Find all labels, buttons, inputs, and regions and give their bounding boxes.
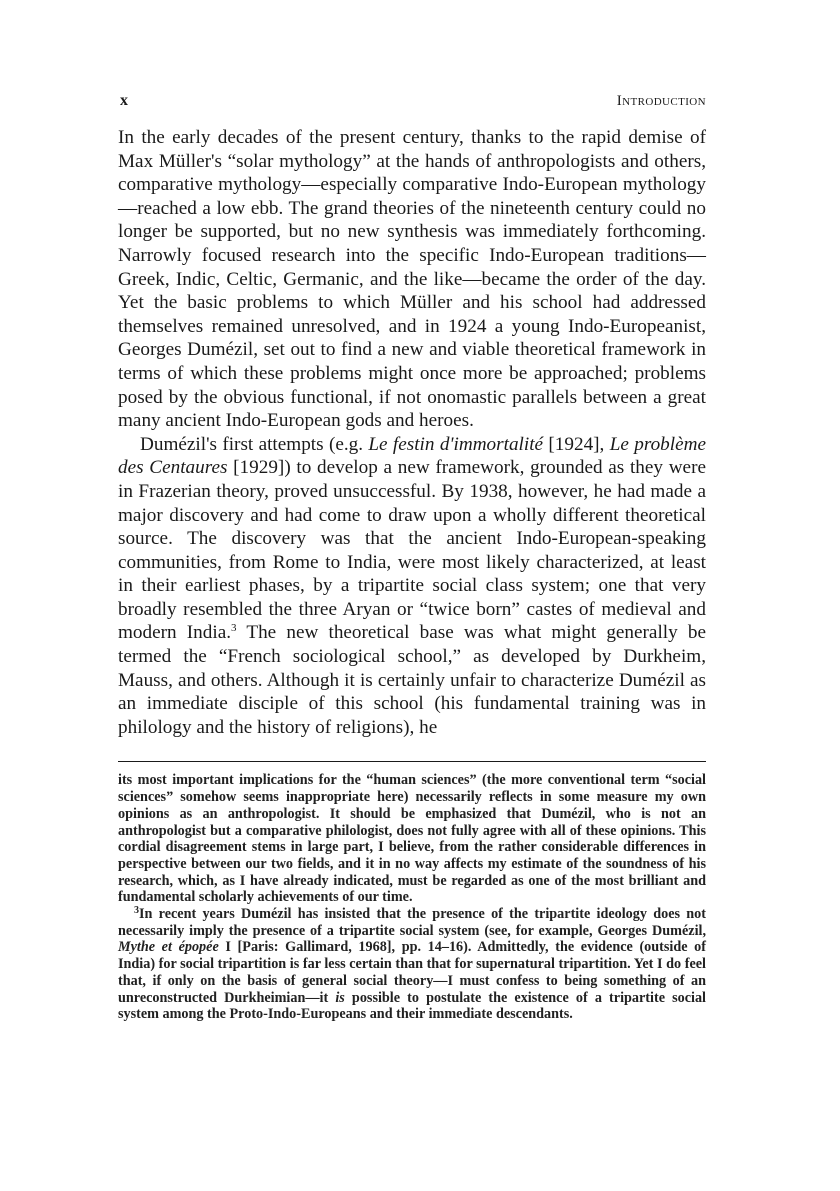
chapter-title: Introduction	[616, 93, 706, 109]
book-title-le-probleme: Le problème des Centaures	[118, 433, 706, 479]
book-page	[118, 92, 706, 1023]
footnotes	[118, 772, 706, 1023]
footnote-3-text-a: In recent years Dumézil has insisted that the presence of the tripartite ideology does not necessarily imply the presence of a tripartite social system (see, for example, Georges Dumézil,	[118, 906, 706, 939]
footnote-3-emphasis: is	[335, 989, 345, 1006]
p2-lead: Dumézil's first attempts (e.g.	[140, 433, 369, 455]
footnote-3-text-c: possible to postulate the existence of a tripartite social system among the Proto-Indo-Europeans and their immediate descendants.	[118, 989, 706, 1023]
paragraph-2	[118, 433, 706, 740]
p2-rest-2: The new theoretical base was what might generally be termed the “French sociological school,” as developed by Durkheim, Mauss, and others. Although it is certainly unfair to characterize Dumézil as an immediate disciple of this school (his fundamental training was in philology and the history of religions), he	[118, 622, 706, 738]
running-head	[118, 92, 706, 114]
footnote-continued: its most important implications for the “human sciences” (the more conventional term “social sciences” somehow seems inappropriate here) necessarily reflects in some measure my own opinions as an anthropologist. It should be emphasized that Dumézil, who is not an anthropologist but a comparative philologist, does not fully agree with all of these opinions. This cordial disagreement stems in large part, I believe, from the rather considerable differences in perspective between our two fields, and it in no way affects my estimate of the soundness of his research, which, as I have already indicated, must be regarded as one of the most brilliant and fundamental scholarly achievements of our time.	[118, 772, 706, 906]
footnote-divider	[118, 761, 706, 762]
main-text	[118, 126, 706, 739]
p2-mid: [1924],	[543, 433, 610, 455]
footnote-3-book-title: Mythe et épopée	[118, 939, 219, 956]
footnote-3-text-b: I [Paris: Gallimard, 1968], pp. 14–16). Admittedly, the evidence (outside of India) for social tripartition is far less certain than that for supernatural tripartition. Yet I do feel that, if only on the basis of general social theory—I must confess to being something of an unreconstructed Durkheimian—it	[118, 939, 706, 1006]
footnote-3	[118, 906, 706, 1023]
footnote-3-number: 3	[134, 905, 139, 917]
footnote-reference-3: 3	[231, 622, 237, 635]
page-number: x	[120, 92, 129, 109]
paragraph-1: In the early decades of the present century, thanks to the rapid demise of Max Müller's “solar mythology” at the hands of anthropologists and others, comparative mythology—especially comparative Indo-European mythology—reached a low ebb. The grand theories of the nineteenth century could no longer be supported, but no new synthesis was immediately forthcoming. Narrowly focused research into the specific Indo-European traditions—Greek, Indic, Celtic, Germanic, and the like—became the order of the day. Yet the basic problems to which Müller and his school had addressed themselves remained unresolved, and in 1924 a young Indo-Europeanist, Georges Dumézil, set out to find a new and viable theoretical framework in terms of which these problems might once more be approached; problems posed by the obvious functional, if not onomastic parallels between a great many ancient Indo-European gods and heroes.	[118, 127, 706, 432]
p2-rest-1: [1929]) to develop a new framework, grounded as they were in Frazerian theory, proved unsuccessful. By 1938, however, he had made a major discovery and had come to draw upon a wholly different theoretical source. The discovery was that the ancient Indo-European-speaking communities, from Rome to India, were most likely characterized, at least in their earliest phases, by a tripartite social class system; one that very broadly resembled the three Aryan or “twice born” castes of medieval and modern India.	[118, 457, 706, 644]
book-title-le-festin: Le festin d'immortalité	[368, 433, 544, 455]
